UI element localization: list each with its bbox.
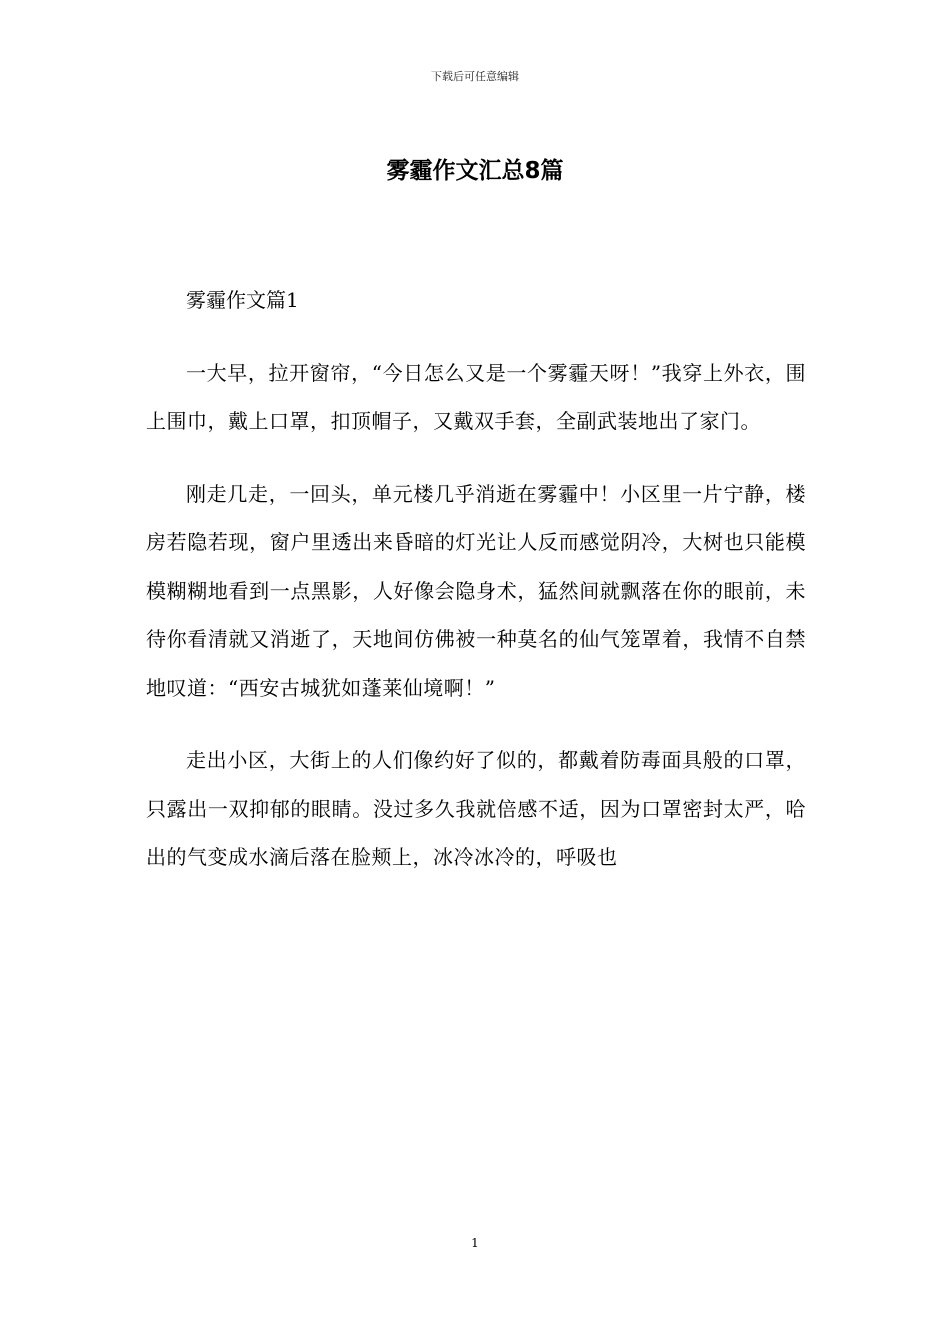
document-body [146, 276, 806, 906]
section-heading: 雾霾作文篇1 [186, 288, 299, 312]
document-title: 雾霾作文汇总8篇 [386, 158, 564, 184]
header-note: 下载后可任意编辑 [431, 70, 519, 83]
page-number: 1 [471, 1236, 479, 1250]
paragraph-1: 一大早，拉开窗帘，“今日怎么又是一个雾霾天呀！”我穿上外衣，围上围巾，戴上口罩，扣顶帽子，又戴双手套，全副武装地出了家门。 [146, 360, 806, 433]
paragraph-2: 刚走几走，一回头，单元楼几乎消逝在雾霾中！小区里一片宁静，楼房若隐若现，窗户里透出来昏暗的灯光让人反而感觉阴冷，大树也只能模模糊糊地看到一点黑影，人好像会隐身术，猛然间就飘落在你的眼前，未待你看清就又消逝了，天地间仿佛被一种莫名的仙气笼罩着，我情不自禁地叹道：“西安古城犹如蓬莱仙境啊！” [146, 481, 806, 700]
paragraph-3: 走出小区，大街上的人们像约好了似的，都戴着防毒面具般的口罩，只露出一双抑郁的眼睛。没过多久我就倍感不适，因为口罩密封太严，哈出的气变成水滴后落在脸颊上，冰冷冰冷的，呼吸也 [146, 748, 806, 869]
